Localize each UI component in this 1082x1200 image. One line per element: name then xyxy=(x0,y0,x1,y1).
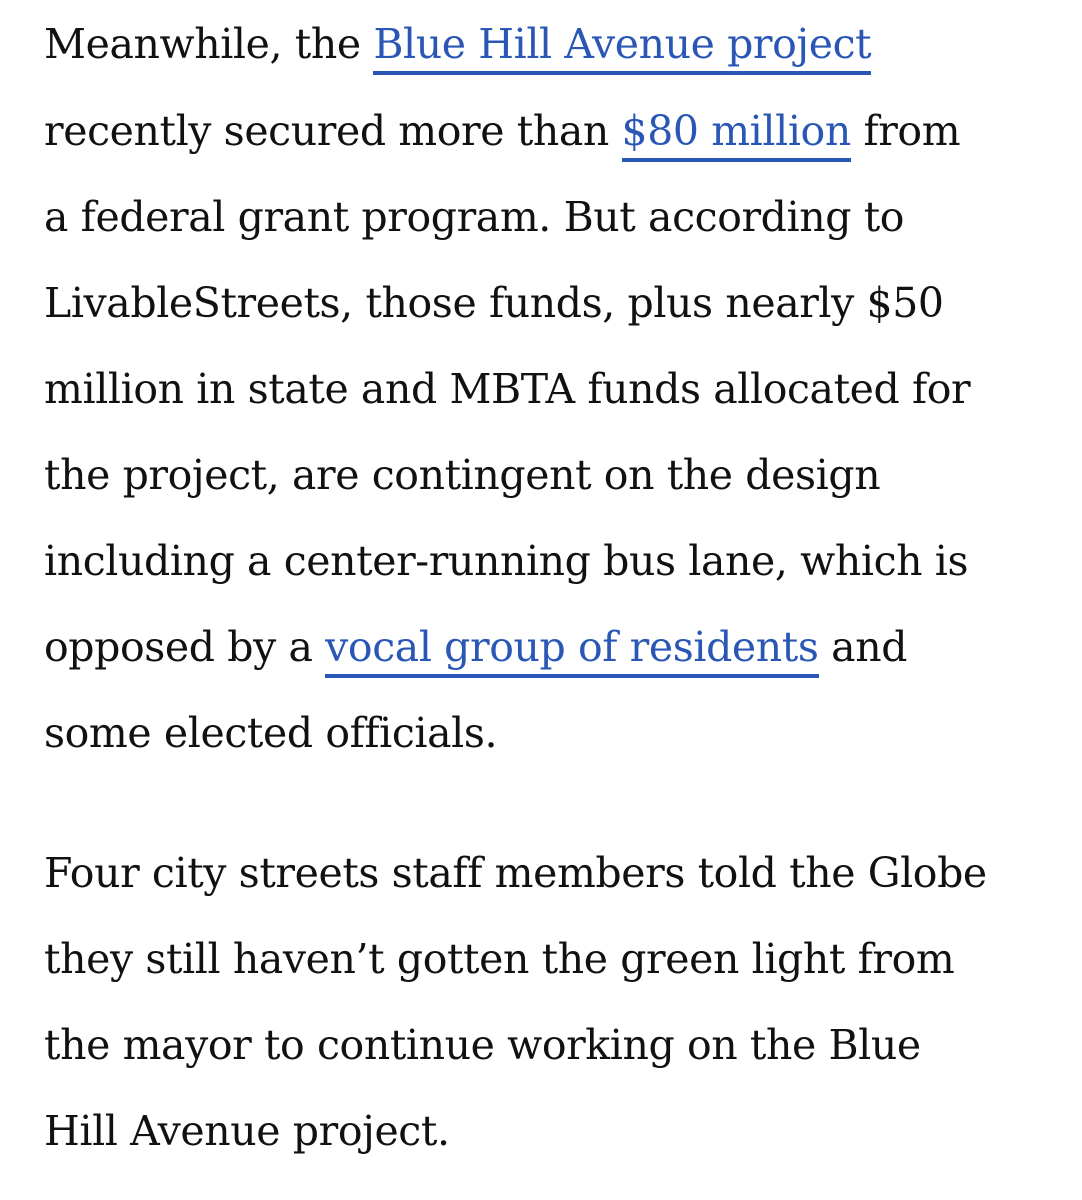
blue-hill-avenue-project-link[interactable]: Blue Hill Avenue project xyxy=(373,20,871,75)
text-line: including a center-running bus lane, which is xyxy=(44,537,969,585)
text-line: LivableStreets, those funds, plus nearly $50 xyxy=(44,279,944,327)
text-line: Four city streets staff members told the Globe xyxy=(44,849,987,897)
text: and xyxy=(818,623,908,671)
text: recently secured more than xyxy=(44,107,622,155)
text: from xyxy=(850,107,961,155)
text: opposed by a xyxy=(44,623,326,671)
text-line: the mayor to continue working on the Blue xyxy=(44,1021,921,1069)
text-line: they still haven’t gotten the green light from xyxy=(44,935,955,983)
text-line xyxy=(44,20,872,68)
vocal-group-of-residents-link[interactable]: vocal group of residents xyxy=(325,623,818,678)
text-line: the project, are contingent on the design xyxy=(44,451,881,499)
text-line xyxy=(44,623,908,671)
80-million-link[interactable]: $80 million xyxy=(622,107,851,162)
text: Meanwhile, the xyxy=(44,20,374,68)
text-line: a federal grant program. But according to xyxy=(44,193,905,241)
text-line: Hill Avenue project. xyxy=(44,1107,450,1155)
text-line xyxy=(44,107,961,155)
text-line: some elected officials. xyxy=(44,709,498,757)
text-line: million in state and MBTA funds allocated for xyxy=(44,365,971,413)
